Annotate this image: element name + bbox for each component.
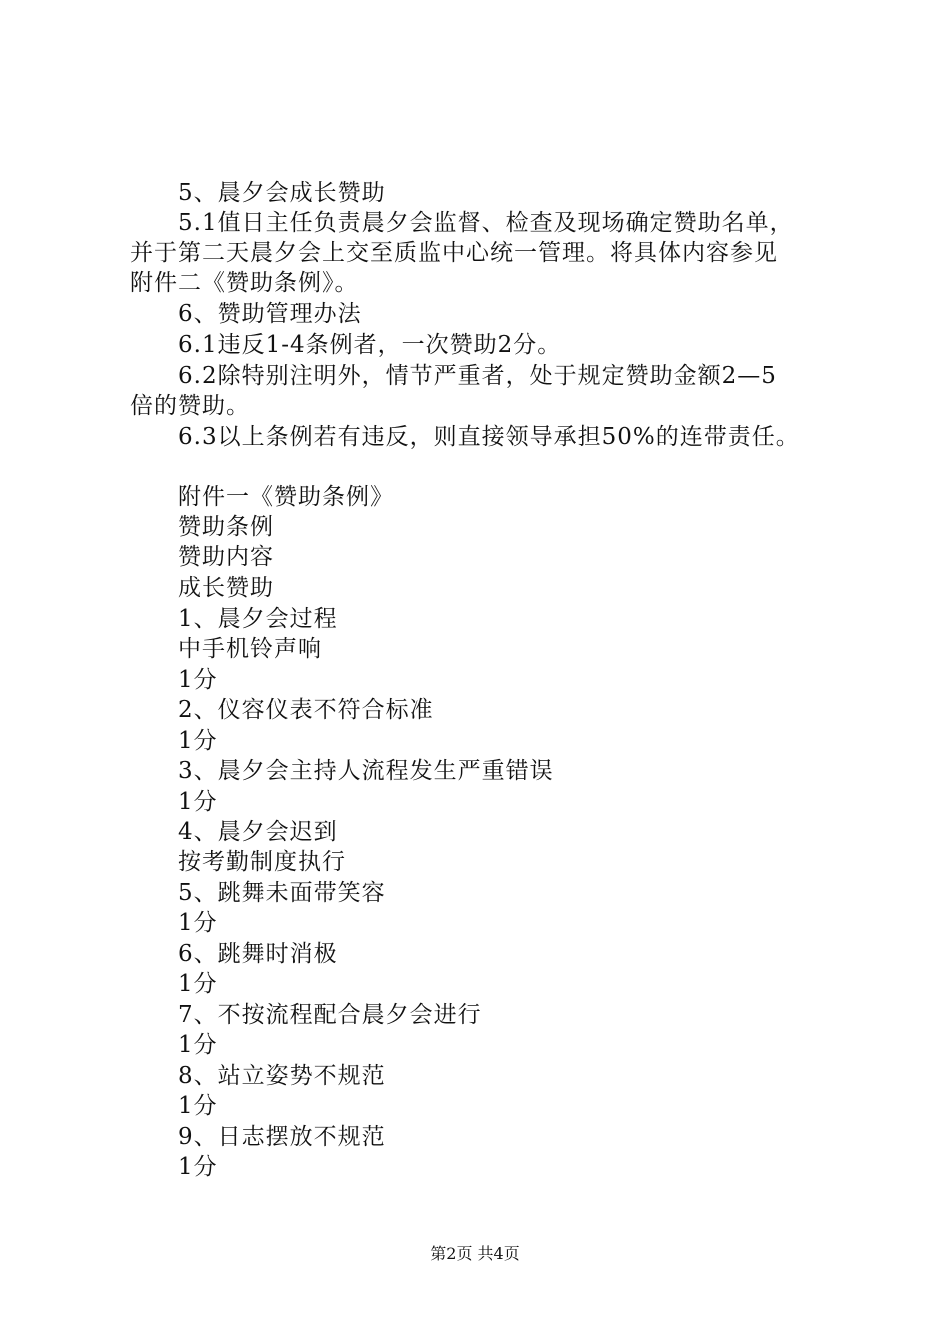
column-header-growth: 成长赞助: [178, 575, 274, 601]
item-1-value: 1分: [178, 667, 218, 693]
item-8-label: 8、站立姿势不规范: [178, 1063, 386, 1089]
page-footer: 第2页 共4页: [430, 1244, 520, 1263]
paragraph-5-1-line-1: 5.1值日主任负责晨夕会监督、检查及现场确定赞助名单，: [178, 210, 794, 236]
item-9-label: 9、日志摆放不规范: [178, 1124, 386, 1150]
paragraph-6-2-line-2: 倍的赞助。: [130, 393, 250, 419]
item-6-label: 6、跳舞时消极: [178, 941, 338, 967]
paragraph-6-2-line-1: 6.2除特别注明外，情节严重者，处于规定赞助金额2—5: [178, 363, 777, 389]
paragraph-5-1-line-2: 并于第二天晨夕会上交至质监中心统一管理。将具体内容参见: [130, 240, 778, 266]
paragraph-6-3: 6.3以上条例若有违反，则直接领导承担50%的连带责任。: [178, 424, 800, 450]
item-5-value: 1分: [178, 910, 218, 936]
column-header-content: 赞助内容: [178, 544, 274, 570]
item-8-value: 1分: [178, 1093, 218, 1119]
paragraph-5-1-line-3: 附件二《赞助条例》。: [130, 270, 359, 296]
item-9-value: 1分: [178, 1154, 218, 1180]
item-7-value: 1分: [178, 1032, 218, 1058]
item-6-value: 1分: [178, 971, 218, 997]
appendix-title: 附件一《赞助条例》: [178, 484, 394, 510]
appendix-subtitle: 赞助条例: [178, 514, 274, 540]
item-2-label: 2、仪容仪表不符合标准: [178, 697, 434, 723]
item-4-value: 按考勤制度执行: [178, 849, 346, 875]
item-4-label: 4、晨夕会迟到: [178, 819, 338, 845]
section-6-heading: 6、赞助管理办法: [178, 301, 362, 327]
paragraph-6-1: 6.1违反1-4条例者，一次赞助2分。: [178, 332, 562, 358]
item-1-label-continued: 中手机铃声响: [178, 636, 322, 662]
item-7-label: 7、不按流程配合晨夕会进行: [178, 1002, 482, 1028]
item-1-label: 1、晨夕会过程: [178, 606, 338, 632]
section-5-heading: 5、晨夕会成长赞助: [178, 180, 386, 206]
item-3-value: 1分: [178, 789, 218, 815]
item-5-label: 5、跳舞未面带笑容: [178, 880, 386, 906]
item-2-value: 1分: [178, 728, 218, 754]
item-3-label: 3、晨夕会主持人流程发生严重错误: [178, 758, 554, 784]
